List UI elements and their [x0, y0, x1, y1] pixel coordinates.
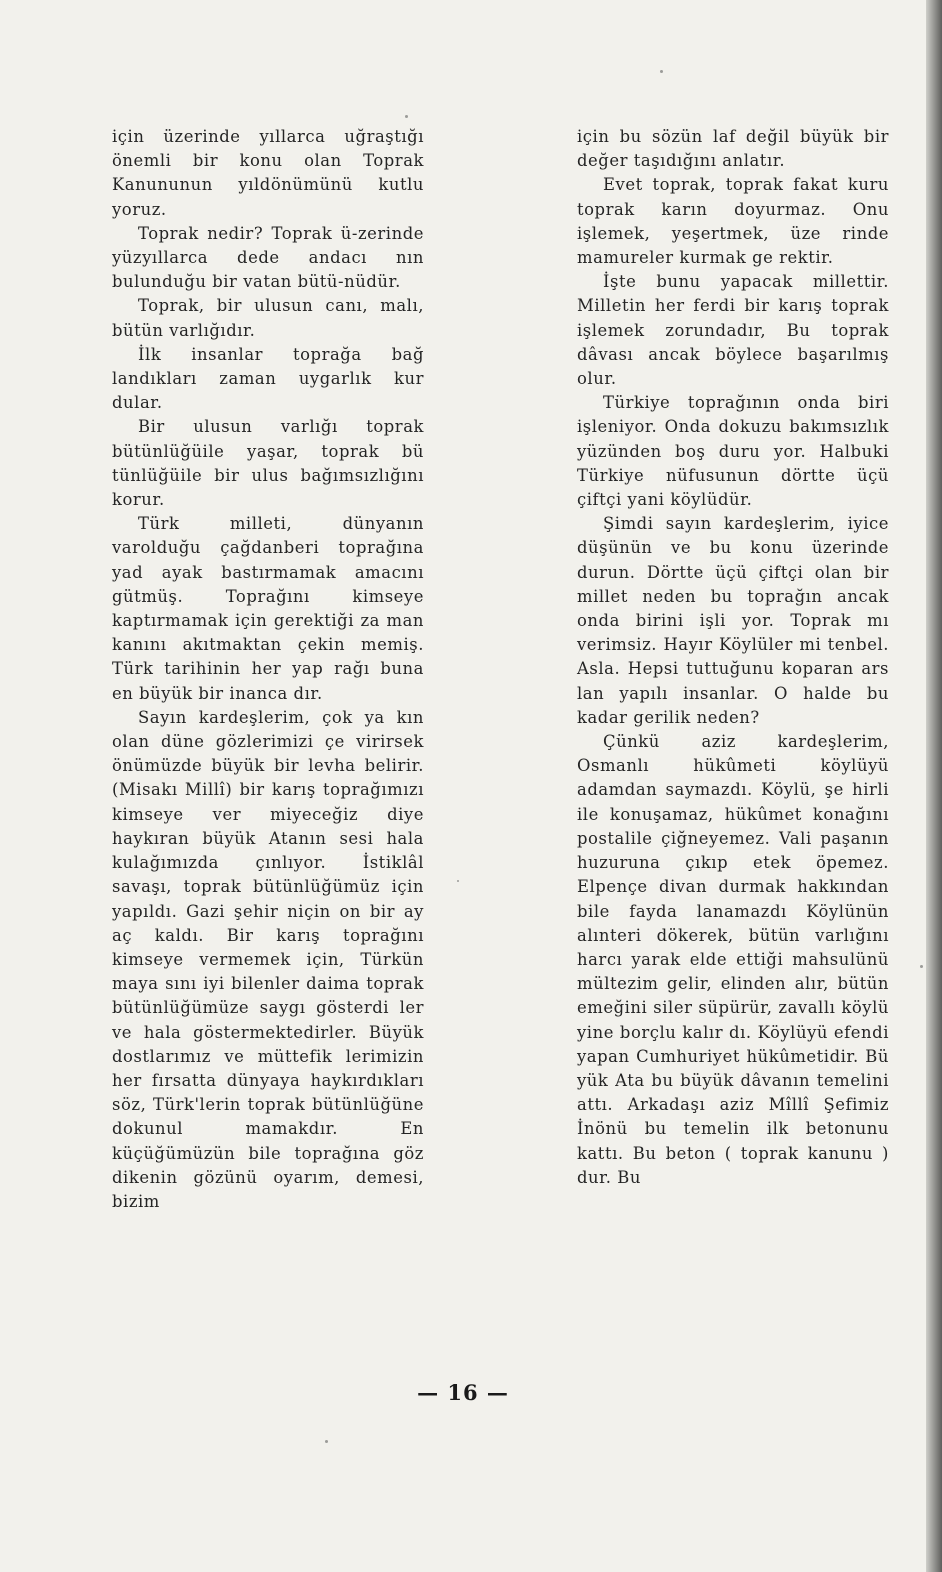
paragraph: için üzerinde yıllarca uğraştığı önemli bir konu olan Toprak Kanununun yıldönümünü kutlu yoruz. [112, 127, 424, 219]
paragraph: Evet toprak, toprak fakat kuru toprak karın doyurmaz. Onu işlemek, yeşertmek, üze rinde mamureler kurmak ge rektir. [577, 175, 889, 268]
paragraph: Türkiye toprağının onda biri işleniyor. Onda dokuzu bakımsızlık yüzünden boş duru yor. Halbuki Türkiye nüfusunun dörtte üçü çiftçi yani köylüdür. [577, 393, 889, 510]
paragraph: Şimdi sayın kardeşlerim, iyice düşünün ve bu konu üzerinde durun. Dörtte üçü çiftçi olan bir millet neden bu toprağın ancak onda birini işli yor. Toprak mı verimsiz. Hayır Köylüler mi tenbel. Asla. Hepsi tuttuğunu koparan ars lan yapılı insanlar. O halde bu kadar gerilik neden? [577, 514, 889, 727]
paragraph: Sayın kardeşlerim, çok ya kın olan düne gözlerimizi çe virirsek önümüzde büyük bir levha belirir. (Misakı Millî) bir karış toprağımızı kimseye ver miyeceğiz diye haykıran büyük Atanın sesi hala kulağımızda çınlıyor. İstiklâl savaşı, toprak bütünlüğümüz için yapıldı. Gazi şehir niçin on bir ay aç kaldı. Bir karış toprağını kimseye vermemek için, Türkün maya sını iyi bilenler daima toprak bütünlüğümüze saygı gösterdi ler ve hala göstermektedirler. Büyük dostlarımız ve müttefik lerimizin her fırsatta dünyaya haykırdıkları söz, Türk'lerin toprak bütünlüğüne dokunul mamakdır. En küçüğümüzün bile toprağına göz dikenin gözünü oyarım, demesi, bizim [112, 707, 424, 1211]
paragraph: Toprak, bir ulusun canı, malı, bütün varlığıdır. [112, 296, 424, 340]
left-text-column [112, 125, 424, 1214]
right-text-column [577, 125, 889, 1190]
scan-speck [457, 880, 459, 882]
page-edge-shadow [926, 0, 942, 1572]
paragraph: İşte bunu yapacak millettir. Milletin her ferdi bir karış toprak işlemek zorundadır, Bu toprak dâvası ancak böylece başarılmış olur. [577, 272, 889, 389]
paragraph: Bir ulusun varlığı toprak bütünlüğüile yaşar, toprak bü tünlüğüile bir ulus bağımsızlığını korur. [112, 417, 424, 510]
paragraph: Toprak nedir? Toprak ü-zerinde yüzyıllarca dede andacı nın bulunduğu bir vatan bütü-nüdür. [112, 223, 424, 292]
paragraph: Çünkü aziz kardeşlerim, Osmanlı hükûmeti köylüyü adamdan saymazdı. Köylü, şe hirli ile konuşamaz, hükûmet konağını postalile çiğneyemez. Vali paşanın huzuruna çıkıp etek öpemez. Elpençe divan durmak hakkından bile fayda lanamazdı Köylünün alınteri dökerek, bütün varlığını harcı yarak elde ettiği mahsulünü mültezim gelir, elinden alır, bütün emeğini siler süpürür, zavallı köylü yine borçlu kalır dı. Köylüyü efendi yapan Cumhuriyet hükûmetidir. Bü yük Ata bu büyük dâvanın temelini attı. Arkadaşı aziz Mîllî Şefimiz İnönü bu temelin ilk betonunu kattı. Bu beton ( toprak kanunu ) dur. Bu [577, 732, 889, 1187]
paragraph: için bu sözün laf değil büyük bir değer taşıdığını anlatır. [577, 127, 889, 171]
scan-speck [405, 115, 408, 118]
page-number: — 16 — [417, 1380, 509, 1405]
scan-speck [660, 70, 663, 73]
scan-speck [325, 1440, 328, 1443]
scan-speck [920, 965, 923, 968]
paragraph: İlk insanlar toprağa bağ landıkları zaman uygarlık kur dular. [112, 344, 424, 413]
paragraph: Türk milleti, dünyanın varolduğu çağdanberi toprağına yad ayak bastırmamak amacını gütmüş. Toprağını kimseye kaptırmamak için gerektiği za man kanını akıtmaktan çekin memiş. Türk tarihinin her yap rağı buna en büyük bir inanca dır. [112, 514, 424, 703]
